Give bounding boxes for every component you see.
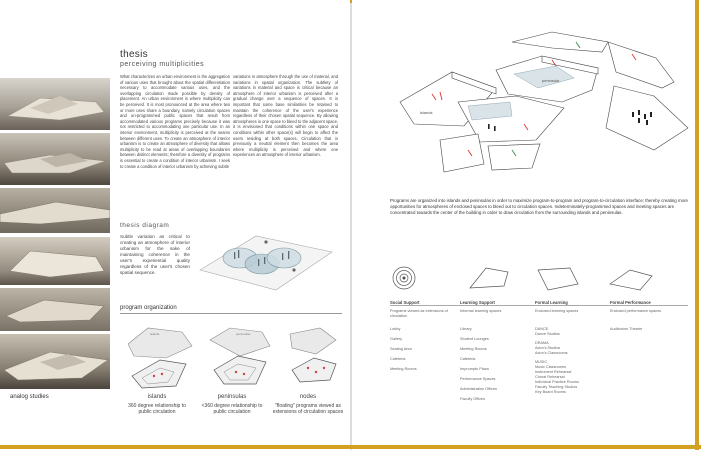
caption-peninsulas (197, 394, 267, 415)
peninsulas-diagram (210, 328, 270, 384)
list-item: Impromptu Plaza (460, 367, 489, 371)
list-item: Faculty Teaching Studios (535, 385, 578, 389)
program-type-icons (390, 264, 690, 294)
model-photo-1 (0, 78, 110, 130)
column-learning-support-head: Learning Support (460, 300, 495, 305)
caption-nodes-text: "floating" programs viewed as extensions of circulation spaces (272, 403, 344, 415)
bottom-accent-stripe (0, 445, 701, 449)
thesis-title: thesis (120, 49, 148, 60)
list-item: Individual Practice Rooms (535, 380, 579, 384)
formal-performance-icon (610, 270, 652, 290)
learning-support-icon (470, 268, 508, 288)
column-formal-learning (535, 300, 610, 395)
list-item: Actor's Studios (535, 346, 561, 350)
list-item: Music Classrooms (535, 365, 567, 369)
program-organization-title: program organization (120, 305, 177, 311)
column-formal-learning-sub: Enclosed learning spaces (535, 309, 579, 313)
model-photo-3 (0, 188, 110, 233)
list-item: Cafeteria (460, 357, 476, 361)
list-item: Instrument Rehearsal (535, 370, 572, 374)
left-page (0, 0, 350, 450)
thesis-diagram-title: thesis diagram (120, 222, 170, 229)
peninsulas-diagram-label: peninsulas (236, 332, 251, 336)
islands-diagram-label: islands (150, 332, 160, 336)
social-support-icon (393, 267, 415, 289)
column-social-support (390, 300, 460, 372)
list-item: Lobby (390, 327, 401, 331)
list-item: DANCE (535, 327, 549, 331)
plan-label-peninsula: peninsula (542, 78, 560, 83)
right-page (352, 0, 701, 450)
analog-studies-label: analog studies (10, 394, 49, 400)
column-social-support-head: Social Support (390, 300, 420, 305)
list-item: Dance Studios (535, 332, 560, 336)
list-item: Performance Spaces (460, 377, 496, 381)
right-accent-stripe (695, 0, 699, 450)
nodes-diagram (290, 328, 336, 382)
formal-learning-icon (538, 268, 578, 290)
caption-islands-head: islands (147, 394, 167, 400)
list-item: MUSIC (535, 360, 548, 364)
list-item: Cafeteria (390, 357, 406, 361)
list-item: Key Board Rooms (535, 390, 566, 394)
list-item: Actor's Classrooms (535, 351, 568, 355)
column-social-support-sub: Programs viewed as extensions of circulation (390, 309, 448, 318)
plan-label-islands: islands (420, 110, 433, 115)
column-learning-support (460, 300, 535, 402)
caption-nodes (272, 394, 344, 415)
program-description: Programs are organized into islands and peninsulas in order to maximize program-to-program and program-to-circulation interface; thereby creating more opportunities for atmospheres of enclosed spaces to bleed out to circulation spaces. Indeterminately-programmed spaces and meeting spaces are concentrated towards the center of the building in order to draw circulation from the surrounding islands and peninsulas. (390, 198, 688, 215)
model-photo-5 (0, 288, 110, 331)
caption-islands (122, 394, 192, 415)
list-item: Auditorium Theatre (610, 327, 643, 331)
list-item: DRAMA (535, 341, 549, 345)
list-item: Seating Area (390, 347, 412, 351)
thesis-diagram-text: Subtle variation as critical to creating an atmosphere of interior urbanism for the sake of maintaining coherence in the user's experiential quality regardless of the user's chosen spatial sequence. (120, 234, 190, 275)
body-text-column-1: What characterizes an urban environment is the aggregation of various uses that brought about the spatial differentiation necessary to accommodate various uses, and the overlapping circulation made possible by density of placement. An urban environment is where multiplicity can be perceived. It is most pronounced at the area where two or more uses share a boundary, namely circulation spaces and un-programmed public spaces that result from accommodated various programs precisely because it was not restricted to accommodating one particular use. In an interior environment, multiplicity is perceived at the seams between different uses. To create an atmosphere of interior urbanism is to create an atmosphere of diversity that allows multiplicity to be read at areas of overlapping boundaries between distinct elements; therefore a diversity of programs is essential to create a condition of interior urbanism. I seek to create a condition of interior urbanism by achieving subtle (120, 74, 230, 169)
list-item: Meeting Rooms (460, 347, 487, 351)
column-formal-learning-head: Formal Learning (535, 300, 568, 305)
model-photo-4 (0, 237, 110, 285)
list-item: Administration Offices (460, 387, 497, 391)
body-text-column-2: variations in atmosphere through the use of material, and variations in spatial organization. The subtlety of variations in material and space is critical because an atmosphere of interior urbanism is perceived after a gradual change over a sequence of spaces. It is important that some base similarities be retained to maintain the coherence of the user's experience regardless of their chosen spatial sequence. By allowing atmospheres in one space to bleed to the adjacent space, it is envisioned that conditions within one space and conditions within other space(s) will begin to affect the users residing at both spaces. Circulation that is previously a neutral element then becomes the area where multiplicity is perceived and where one experiences an atmosphere of interior urbanism. (233, 74, 338, 158)
caption-peninsulas-head: peninsulas (217, 394, 247, 400)
caption-nodes-head: nodes (299, 394, 317, 400)
column-formal-performance-head: Formal Performance (610, 300, 651, 305)
column-formal-performance-sub: Enclosed performance spaces (610, 309, 662, 313)
thesis-subtitle: perceiving multiplicities (120, 61, 205, 68)
column-learning-support-sub: Informal learning spaces (460, 309, 502, 313)
axonometric-plan-diagram (392, 30, 692, 190)
islands-diagram (128, 328, 192, 388)
list-item: Library (460, 327, 472, 331)
list-item: Gallery (390, 337, 403, 341)
list-item: Student Lounges (460, 337, 489, 341)
caption-islands-text: 360 degree relationship to public circulation (128, 403, 186, 415)
program-organization-diagrams (120, 314, 345, 396)
model-photo-2 (0, 133, 110, 185)
list-item: Meeting Rooms (390, 367, 417, 371)
thesis-diagram-graphic (196, 226, 336, 294)
model-photo-6 (0, 334, 110, 389)
list-item: Choral Rehearsal (535, 375, 565, 379)
caption-peninsulas-text: <360 degree relationship to public circulation (201, 403, 263, 415)
column-formal-performance (610, 300, 690, 332)
list-item: Faculty Offices (460, 397, 486, 401)
